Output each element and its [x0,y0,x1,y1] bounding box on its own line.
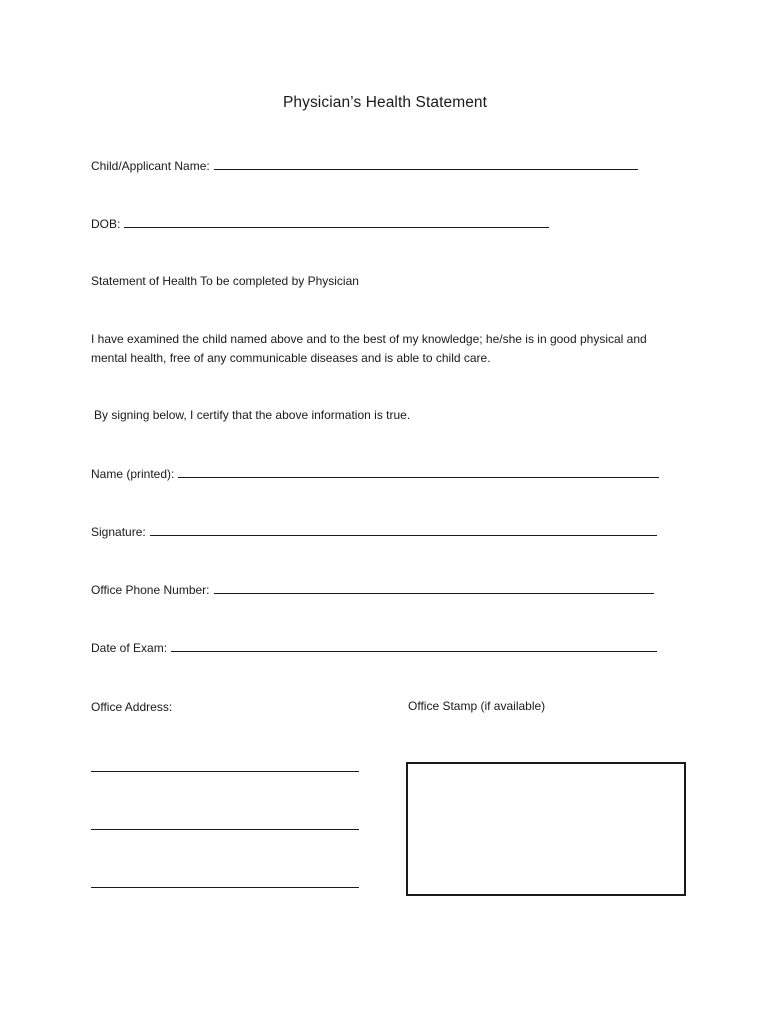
date-of-exam-field[interactable] [91,640,657,656]
office-stamp-box [406,762,686,896]
signature-label: Signature: [91,525,146,539]
dob-line[interactable] [124,217,549,228]
name-printed-line[interactable] [178,467,659,478]
office-address-line-2[interactable] [91,829,359,830]
office-stamp-label: Office Stamp (if available) [408,699,546,713]
date-of-exam-label: Date of Exam: [91,641,168,655]
office-phone-label: Office Phone Number: [91,583,210,597]
office-address-line-1[interactable] [91,771,359,772]
name-printed-label: Name (printed): [91,467,175,481]
date-of-exam-line[interactable] [171,641,657,652]
child-name-field[interactable] [91,158,638,174]
certify-text: By signing below, I certify that the above information is true. [94,408,411,422]
dob-label: DOB: [91,217,121,231]
office-address-label: Office Address: [91,700,173,714]
name-printed-field[interactable] [91,466,659,482]
dob-field[interactable] [91,216,549,232]
child-name-label: Child/Applicant Name: [91,159,210,173]
page-title: Physician’s Health Statement [282,94,488,111]
signature-field[interactable] [91,524,657,540]
statement-line-1: I have examined the child named above and to the best of my knowledge; he/she is in good physical and [91,332,647,346]
office-phone-line[interactable] [214,583,654,594]
child-name-line[interactable] [214,159,638,170]
office-address-line-3[interactable] [91,887,359,888]
statement-line-2: mental health, free of any communicable diseases and is able to child care. [91,351,491,365]
section-heading: Statement of Health To be completed by Physician [91,274,359,288]
office-phone-field[interactable] [91,582,654,598]
signature-line[interactable] [150,525,657,536]
